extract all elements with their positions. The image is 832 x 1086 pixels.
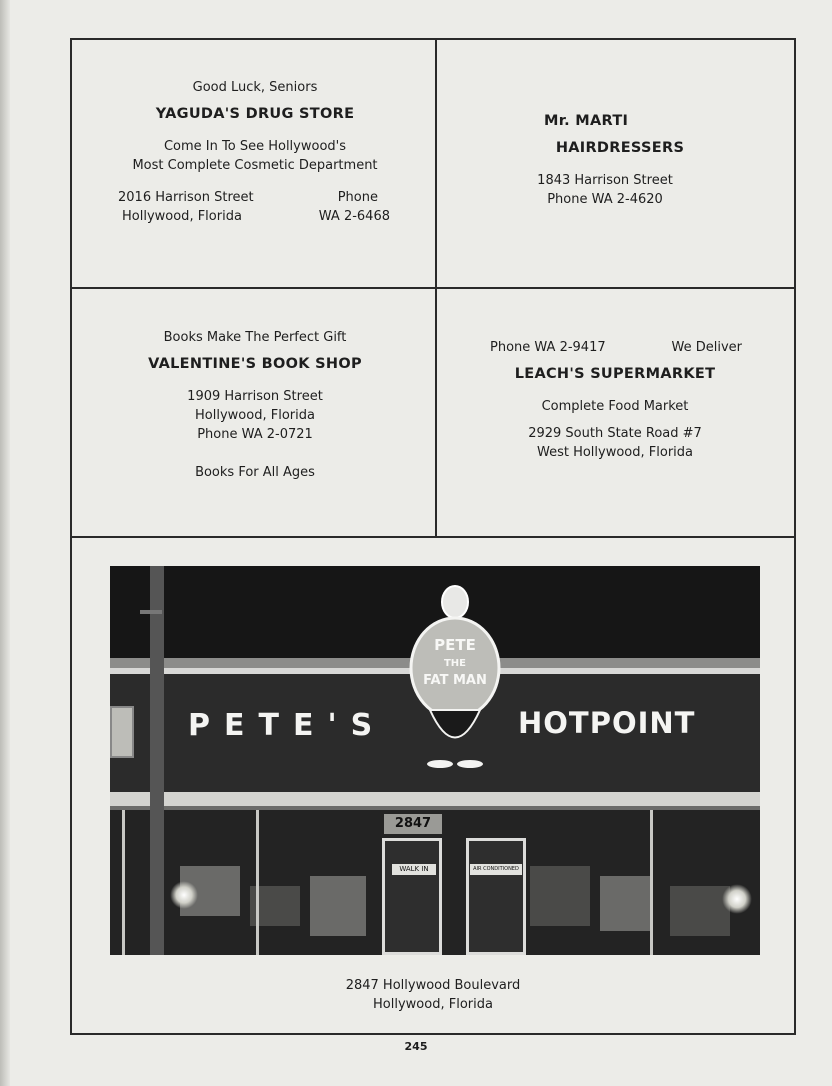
- leach-address1: 2929 South State Road #7: [528, 426, 702, 441]
- side-sign: [110, 706, 134, 758]
- column-divider: [435, 38, 437, 538]
- street-number-plate: 2847: [384, 814, 442, 834]
- yaguda-address1: 2016 Harrison Street: [118, 190, 254, 205]
- utility-pole-arm: [140, 610, 162, 614]
- row-divider-bottom: [70, 536, 796, 538]
- fat-man-neon-sign: [400, 580, 510, 775]
- hotpoint-sign-text: HOTPOINT: [518, 706, 696, 740]
- marti-address: 1843 Harrison Street: [537, 173, 673, 188]
- door-sign-walk-in: WALK IN: [392, 864, 436, 875]
- leach-deliver: We Deliver: [671, 340, 742, 355]
- neon-text-the: THE: [443, 658, 467, 669]
- awning: [110, 792, 760, 806]
- store-light: [170, 881, 198, 909]
- valentine-address2: Hollywood, Florida: [195, 408, 315, 423]
- ad-leachs-supermarket: [470, 338, 760, 462]
- petes-sign-text: PETE'S: [188, 708, 387, 743]
- window-mullion: [256, 810, 259, 955]
- yaguda-tagline: Good Luck, Seniors: [192, 80, 318, 95]
- marti-name1: Mr. MARTI: [544, 113, 629, 129]
- marti-phone: Phone WA 2-4620: [547, 192, 663, 207]
- neon-text-fat-man: FAT MAN: [423, 673, 487, 688]
- valentine-phone: Phone WA 2-0721: [197, 427, 313, 442]
- yaguda-line2: Most Complete Cosmetic Department: [132, 158, 378, 173]
- yaguda-phone-label: Phone: [337, 190, 378, 205]
- yaguda-name: YAGUDA'S DRUG STORE: [155, 106, 355, 122]
- petes-hotpoint-storefront-photo: [110, 566, 760, 955]
- valentine-footer: Books For All Ages: [195, 465, 315, 480]
- display-appliance: [600, 876, 650, 931]
- ad-mr-marti-hairdressers: [460, 112, 720, 209]
- neon-text-pete: PETE: [434, 636, 476, 654]
- ad-valentines-book-shop: [110, 328, 400, 482]
- valentine-name: VALENTINE'S BOOK SHOP: [148, 356, 362, 372]
- caption-line1: 2847 Hollywood Boulevard: [345, 978, 521, 993]
- yaguda-address2: Hollywood, Florida: [122, 209, 242, 224]
- photo-caption: [70, 976, 796, 1014]
- entrance-door-right: [466, 838, 526, 955]
- leach-name: LEACH'S SUPERMARKET: [514, 366, 716, 382]
- window-mullion: [650, 810, 653, 955]
- yaguda-phone: WA 2-6468: [318, 209, 390, 224]
- yaguda-line1: Come In To See Hollywood's: [163, 139, 346, 154]
- window-mullion: [122, 810, 125, 955]
- display-appliance: [310, 876, 366, 936]
- display-appliance: [530, 866, 590, 926]
- page-number: 245: [404, 1040, 428, 1053]
- caption-line2: Hollywood, Florida: [373, 997, 493, 1012]
- row-divider-top: [70, 287, 796, 289]
- page-binding-edge: [0, 0, 10, 1086]
- leach-phone: Phone WA 2-9417: [490, 340, 606, 355]
- marti-name2: HAIRDRESSERS: [555, 140, 685, 156]
- door-sign-air-conditioned: AIR CONDITIONED: [470, 864, 522, 875]
- valentine-tagline: Books Make The Perfect Gift: [163, 330, 347, 345]
- leach-line1: Complete Food Market: [541, 399, 689, 414]
- leach-address2: West Hollywood, Florida: [536, 445, 693, 460]
- store-light: [722, 884, 752, 914]
- utility-pole: [150, 566, 164, 955]
- entrance-door-left: [382, 838, 442, 955]
- ad-yaguda-drug-store: [110, 78, 400, 226]
- valentine-address1: 1909 Harrison Street: [187, 389, 323, 404]
- display-appliance: [670, 886, 730, 936]
